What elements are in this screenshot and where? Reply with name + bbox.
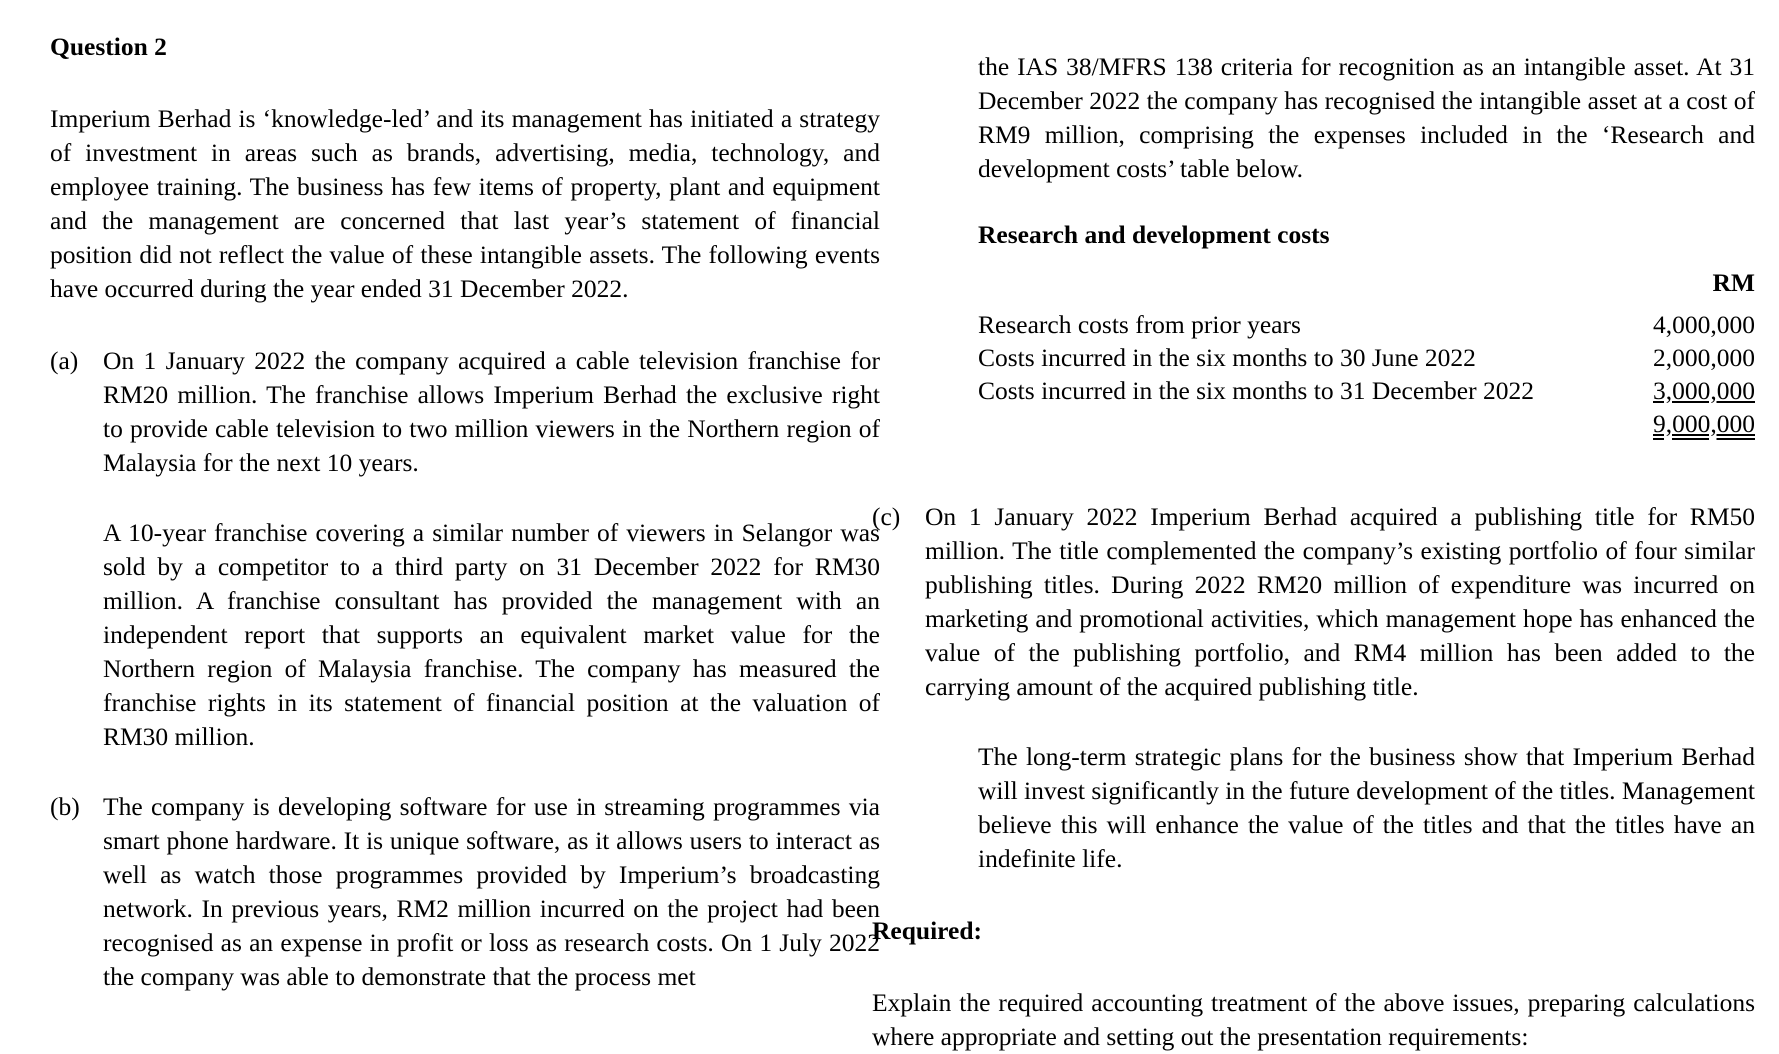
item-b-continuation: the IAS 38/MFRS 138 criteria for recognition as an intangible asset. At 31 December 2022 the company has recognised the intangible asset at a cost of RM9 million, comprising the expenses included in the ‘Research and development costs’ table below. — [978, 52, 1755, 183]
rd-costs-table — [978, 266, 1755, 440]
rd-currency-header: RM — [1712, 268, 1755, 297]
left-column — [50, 30, 880, 994]
right-column — [872, 50, 1755, 1054]
intro-paragraph: Imperium Berhad is ‘knowledge-led’ and its management has initiated a strategy of investment in areas such as brands, advertising, media, technology, and employee training. The business has few items of property, plant and equipment and the management are concerned that last year’s statement of financial position did not reflect the value of these intangible assets. The following events have occurred during the year ended 31 December 2022. — [50, 104, 880, 303]
item-b-paragraph-1: The company is developing software for use in streaming programmes via smart phone hardware. It is unique software, as it allows users to interact as well as watch those programmes provided by Imperium’s broadcasting network. In previous years, RM2 million incurred on the project had been recognised as an expense in profit or loss as research costs. On 1 July 2022 the company was able to demonstrate that the process met — [103, 792, 880, 991]
item-a — [50, 344, 880, 480]
item-c — [872, 500, 1755, 704]
rd-row-amount: 2,000,000 — [1653, 343, 1755, 372]
item-c-label: (c) — [872, 502, 901, 531]
rd-row-label: Costs incurred in the six months to 30 June 2022 — [978, 343, 1476, 372]
item-a-label: (a) — [50, 346, 79, 375]
item-b — [50, 790, 880, 994]
rd-table-header-row — [978, 266, 1755, 308]
table-row — [978, 341, 1755, 374]
required-text: Explain the required accounting treatment of the above issues, preparing calculations where appropriate and setting out the presentation requirements: — [872, 988, 1755, 1051]
table-row — [978, 308, 1755, 341]
item-b-label: (b) — [50, 792, 80, 821]
item-c-paragraph-2: The long-term strategic plans for the business show that Imperium Berhad will invest significantly in the future development of the titles. Management believe this will enhance the value of the titles and that the titles have an indefinite life. — [978, 742, 1755, 873]
rd-total-row — [978, 407, 1755, 440]
rd-row-amount: 4,000,000 — [1653, 310, 1755, 339]
rd-row-amount: 3,000,000 — [1653, 376, 1755, 405]
table-row — [978, 374, 1755, 407]
item-a-paragraph-2: A 10-year franchise covering a similar number of viewers in Selangor was sold by a competitor to a third party on 31 December 2022 for RM30 million. A franchise consultant has provided the management with an independent report that supports an equivalent market value for the Northern region of Malaysia franchise. The company has measured the franchise rights in its statement of financial position at the valuation of RM30 million. — [103, 518, 880, 751]
required-heading: Required: — [872, 916, 983, 945]
item-a-paragraph-1: On 1 January 2022 the company acquired a cable television franchise for RM20 million. The franchise allows Imperium Berhad the exclusive right to provide cable television to two million viewers in the Northern region of Malaysia for the next 10 years. — [103, 346, 880, 477]
item-c-paragraph-1: On 1 January 2022 Imperium Berhad acquired a publishing title for RM50 million. The title complemented the company’s existing portfolio of four similar publishing titles. During 2022 RM20 million of expenditure was incurred on marketing and promotional activities, which management hope has enhanced the value of the publishing portfolio, and RM4 million has been added to the carrying amount of the acquired publishing title. — [925, 502, 1755, 701]
question-title: Question 2 — [50, 32, 167, 61]
rd-costs-heading: Research and development costs — [978, 220, 1330, 249]
rd-row-label: Costs incurred in the six months to 31 December 2022 — [978, 376, 1534, 405]
rd-total-amount: 9,000,000 — [1653, 409, 1755, 438]
rd-row-label: Research costs from prior years — [978, 310, 1301, 339]
